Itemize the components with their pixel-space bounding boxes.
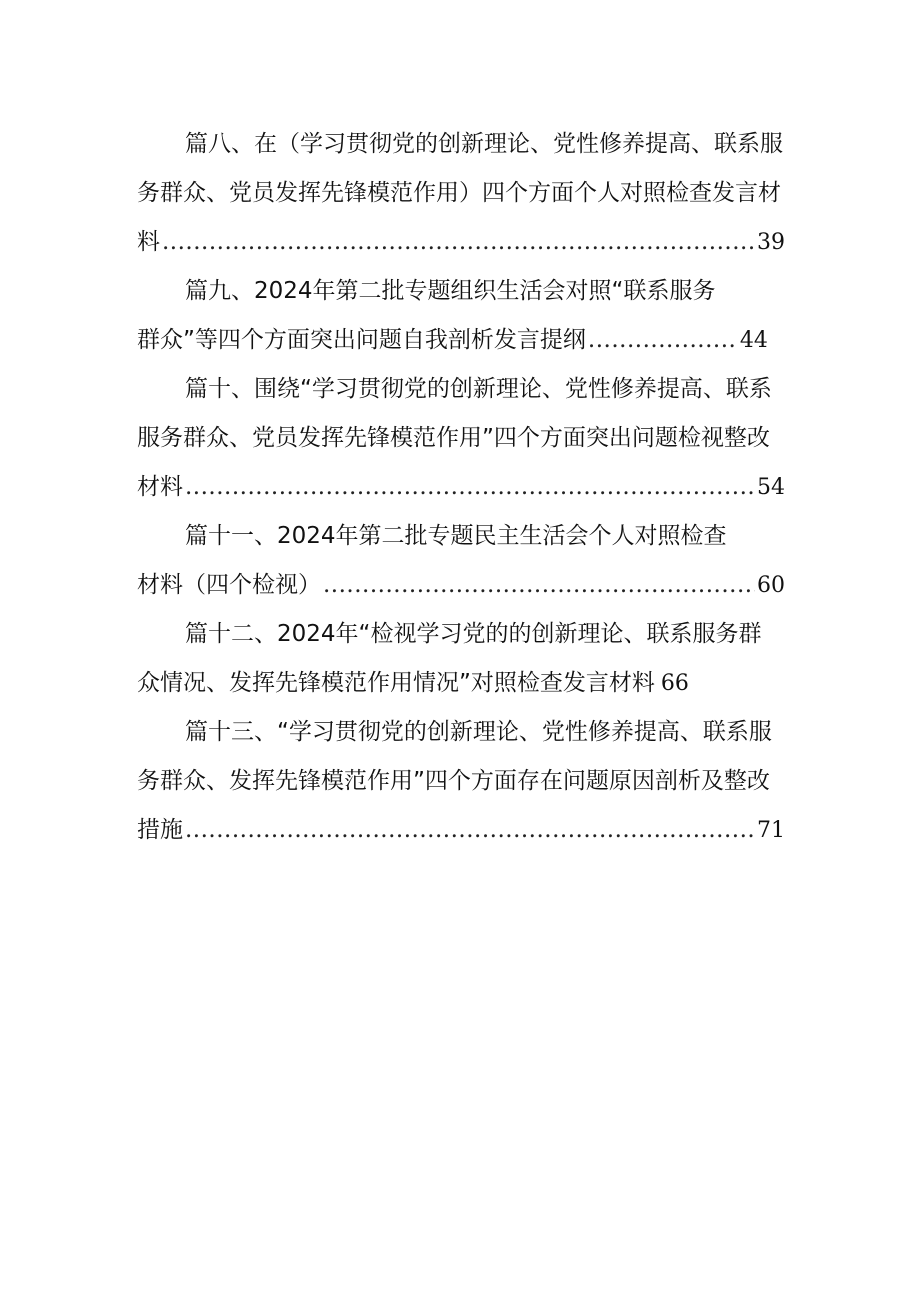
toc-entry-9-line-1: 篇九、2024年第二批专题组织生活会对照“联系服务: [185, 278, 716, 304]
toc-entry-10-line-1: 篇十、围绕“学习贯彻党的创新理论、党性修养提高、联系: [185, 376, 772, 402]
dot-leader: [162, 218, 755, 267]
toc-entry-8-page-number: 39: [757, 230, 785, 255]
dot-leader: [588, 316, 738, 365]
dot-leader: [185, 806, 755, 855]
toc-entry-10-page-number: 54: [757, 475, 785, 500]
toc-entry-10-line-3: [137, 463, 785, 512]
toc-entry-11[interactable]: [137, 512, 785, 610]
toc-entry-10-line-2: 服务群众、党员发挥先锋模范作用”四个方面突出问题检视整改: [137, 425, 770, 451]
toc-entry-9-line-2-text: 群众”等四个方面突出问题自我剖析发言提纲: [137, 327, 586, 353]
toc-entry-11-line-2: [137, 561, 785, 610]
toc-entry-12-line-1: 篇十二、2024年“检视学习党的的创新理论、联系服务群: [185, 621, 762, 647]
toc-entry-13-line-3: [137, 806, 785, 855]
toc-entry-9-line-2: [137, 316, 785, 365]
toc-entry-13-line-2: 务群众、发挥先锋模范作用”四个方面存在问题原因剖析及整改: [137, 768, 770, 794]
toc-entry-13-line-1: 篇十三、“学习贯彻党的创新理论、党性修养提高、联系服: [185, 719, 772, 745]
toc-entry-12-line-2-text: 众情况、发挥先锋模范作用情况”对照检查发言材料: [137, 670, 655, 696]
toc-entry-10-line-3-text: 材料: [137, 474, 183, 500]
toc-entry-11-line-1: 篇十一、2024年第二批专题民主生活会个人对照检查: [185, 523, 727, 549]
dot-leader: [323, 561, 755, 610]
toc-entry-13[interactable]: [137, 708, 785, 855]
toc-entry-9[interactable]: [137, 267, 785, 365]
toc-entry-8-line-2: 务群众、党员发挥先锋模范作用）四个方面个人对照检查发言材: [137, 180, 781, 206]
toc-entry-11-line-2-text: 材料（四个检视）: [137, 572, 321, 598]
toc-entry-8-line-3: [137, 218, 785, 267]
toc-entry-8[interactable]: [137, 120, 785, 267]
table-of-contents: [137, 120, 785, 855]
toc-entry-12-page-number: 66: [660, 671, 689, 696]
toc-entry-8-line-1: 篇八、在（学习贯彻党的创新理论、党性修养提高、联系服: [185, 131, 783, 157]
toc-entry-13-line-3-text: 措施: [137, 817, 183, 843]
dot-leader: [185, 463, 755, 512]
toc-entry-11-page-number: 60: [757, 573, 785, 598]
toc-entry-8-line-3-text: 料: [137, 229, 160, 255]
toc-entry-12-line-2: [137, 659, 785, 708]
toc-entry-12[interactable]: [137, 610, 785, 708]
toc-entry-10[interactable]: [137, 365, 785, 512]
toc-entry-9-page-number: 44: [739, 328, 768, 353]
toc-entry-13-page-number: 71: [757, 818, 785, 843]
